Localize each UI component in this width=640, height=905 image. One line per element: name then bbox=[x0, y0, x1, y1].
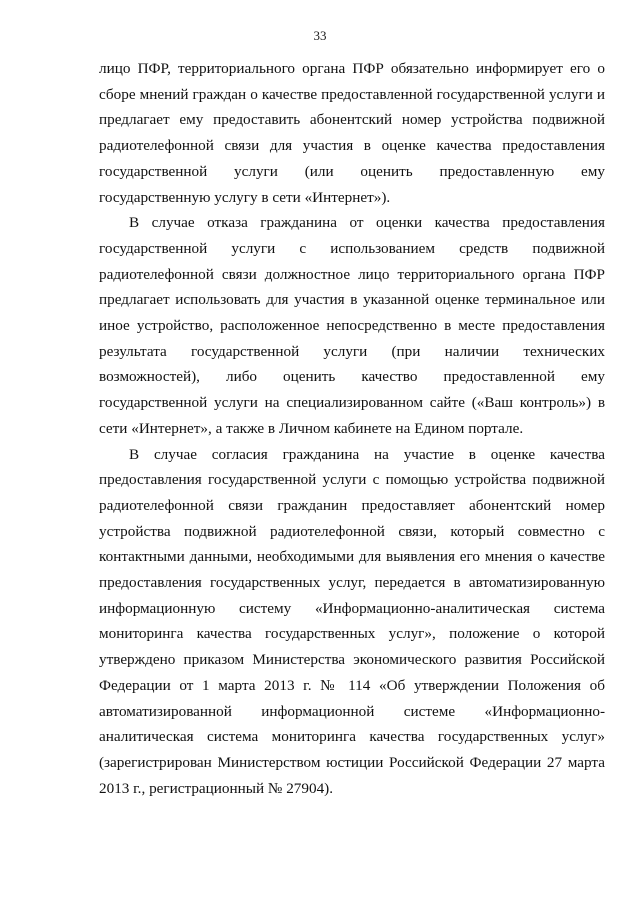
document-body bbox=[99, 56, 605, 801]
page-number: 33 bbox=[313, 28, 327, 43]
paragraph-2: В случае отказа гражданина от оценки качества предоставления государственной услуги с использованием средств подвижной радиотелефонной связи должностное лицо территориального органа ПФР предлагает использовать для участия в указанной оценке терминальное или иное устройство, расположенное непосредственно в месте предоставления результата государственной услуги (при наличии технических возможностей), либо оценить качество предоставленной ему государственной услуги на специализированном сайте («Ваш контроль») в сети «Интернет», а также в Личном кабинете на Едином портале. bbox=[99, 214, 605, 437]
paragraph-3: В случае согласия гражданина на участие в оценке качества предоставления государственной услуги с помощью устройства подвижной радиотелефонной связи гражданин предоставляет абонентский номер устройства подвижной радиотелефонной связи, который совместно с контактными данными, необходимыми для выявления его мнения о качестве предоставления государственных услуг, передается в автоматизированную информационную систему «Информационно-аналитическая система мониторинга качества государственных услуг», положение о которой утверждено приказом Министерства экономического развития Российской Федерации от 1 марта 2013 г. № 114 «Об утверждении Положения об автоматизированной информационной системе «Информационно-аналитическая система мониторинга качества государственных услуг» (зарегистрирован Министерством юстиции Российской Федерации 27 марта 2013 г., регистрационный № 27904). bbox=[99, 445, 605, 797]
paragraph-1: лицо ПФР, территориального органа ПФР обязательно информирует его о сборе мнений граждан о качестве предоставленной государственной услуги и предлагает ему предоставить абонентский номер устройства подвижной радиотелефонной связи для участия в оценке качества предоставления государственной услуги (или оценить предоставленную ему государственную услугу в сети «Интернет»). bbox=[99, 60, 605, 206]
